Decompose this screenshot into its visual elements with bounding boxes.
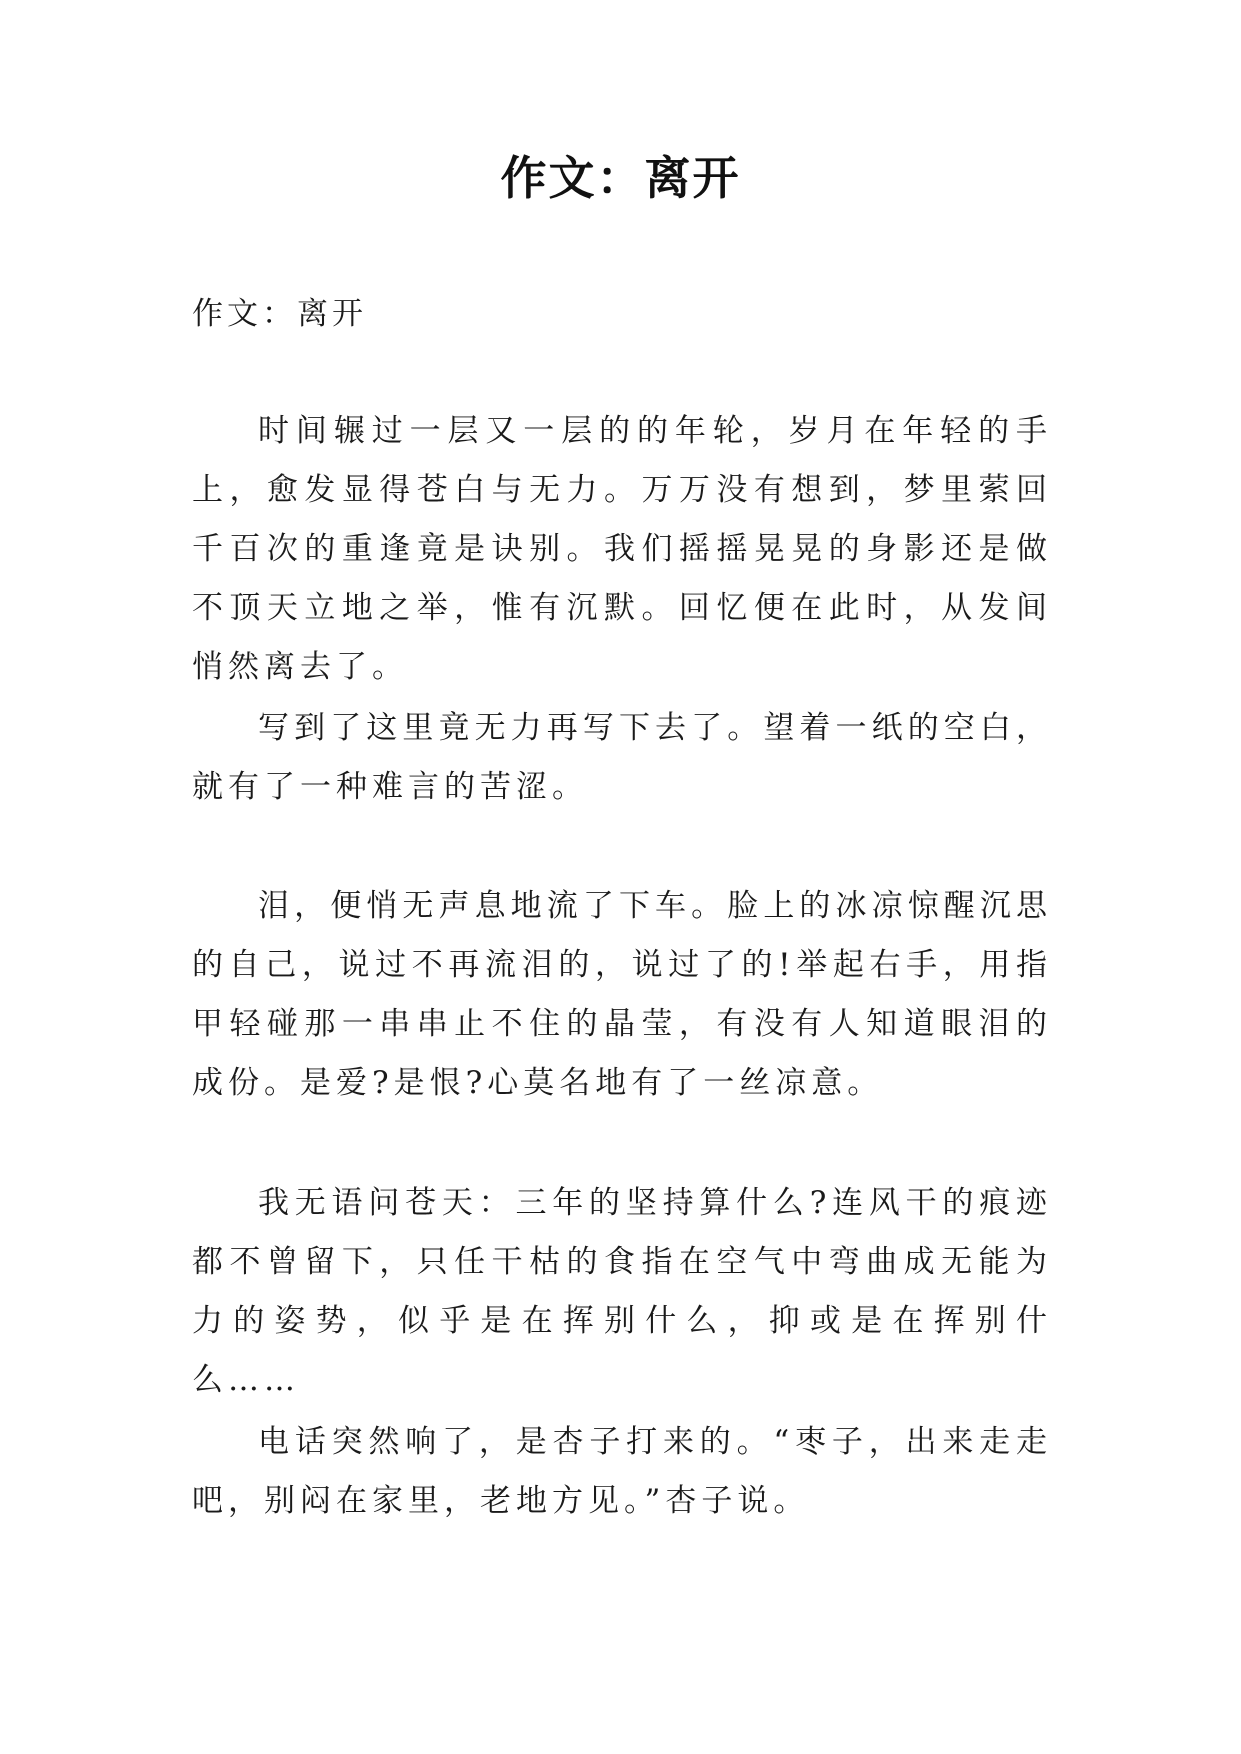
document-title: 作文：离开 (500, 151, 741, 205)
paragraph: 写到了这里竟无力再写下去了。望着一纸的空白，就有了一种难言的苦涩。 (192, 710, 1052, 805)
document-subtitle: 作文：离开 (192, 296, 367, 332)
paragraph: 我无语问苍天：三年的坚持算什么?连风干的痕迹都不曾留下，只任干枯的食指在空气中弯曲成无能为力的姿势，似乎是在挥别什么，抑或是在挥别什么…… (192, 1185, 1052, 1398)
paragraph: 时间辗过一层又一层的的年轮，岁月在年轻的手上，愈发显得苍白与无力。万万没有想到，梦里萦回千百次的重逢竟是诀别。我们摇摇晃晃的身影还是做不顶天立地之举，惟有沉默。回忆便在此时，从发间悄然离去了。 (192, 413, 1052, 685)
paragraph: 泪，便悄无声息地流了下车。脸上的冰凉惊醒沉思的自己，说过不再流泪的，说过了的!举起右手，用指甲轻碰那一串串止不住的晶莹，有没有人知道眼泪的成份。是爱?是恨?心莫名地有了一丝凉意。 (192, 888, 1052, 1101)
paragraph: 电话突然响了，是杏子打来的。“枣子，出来走走吧，别闷在家里，老地方见。”杏子说。 (192, 1424, 1052, 1519)
